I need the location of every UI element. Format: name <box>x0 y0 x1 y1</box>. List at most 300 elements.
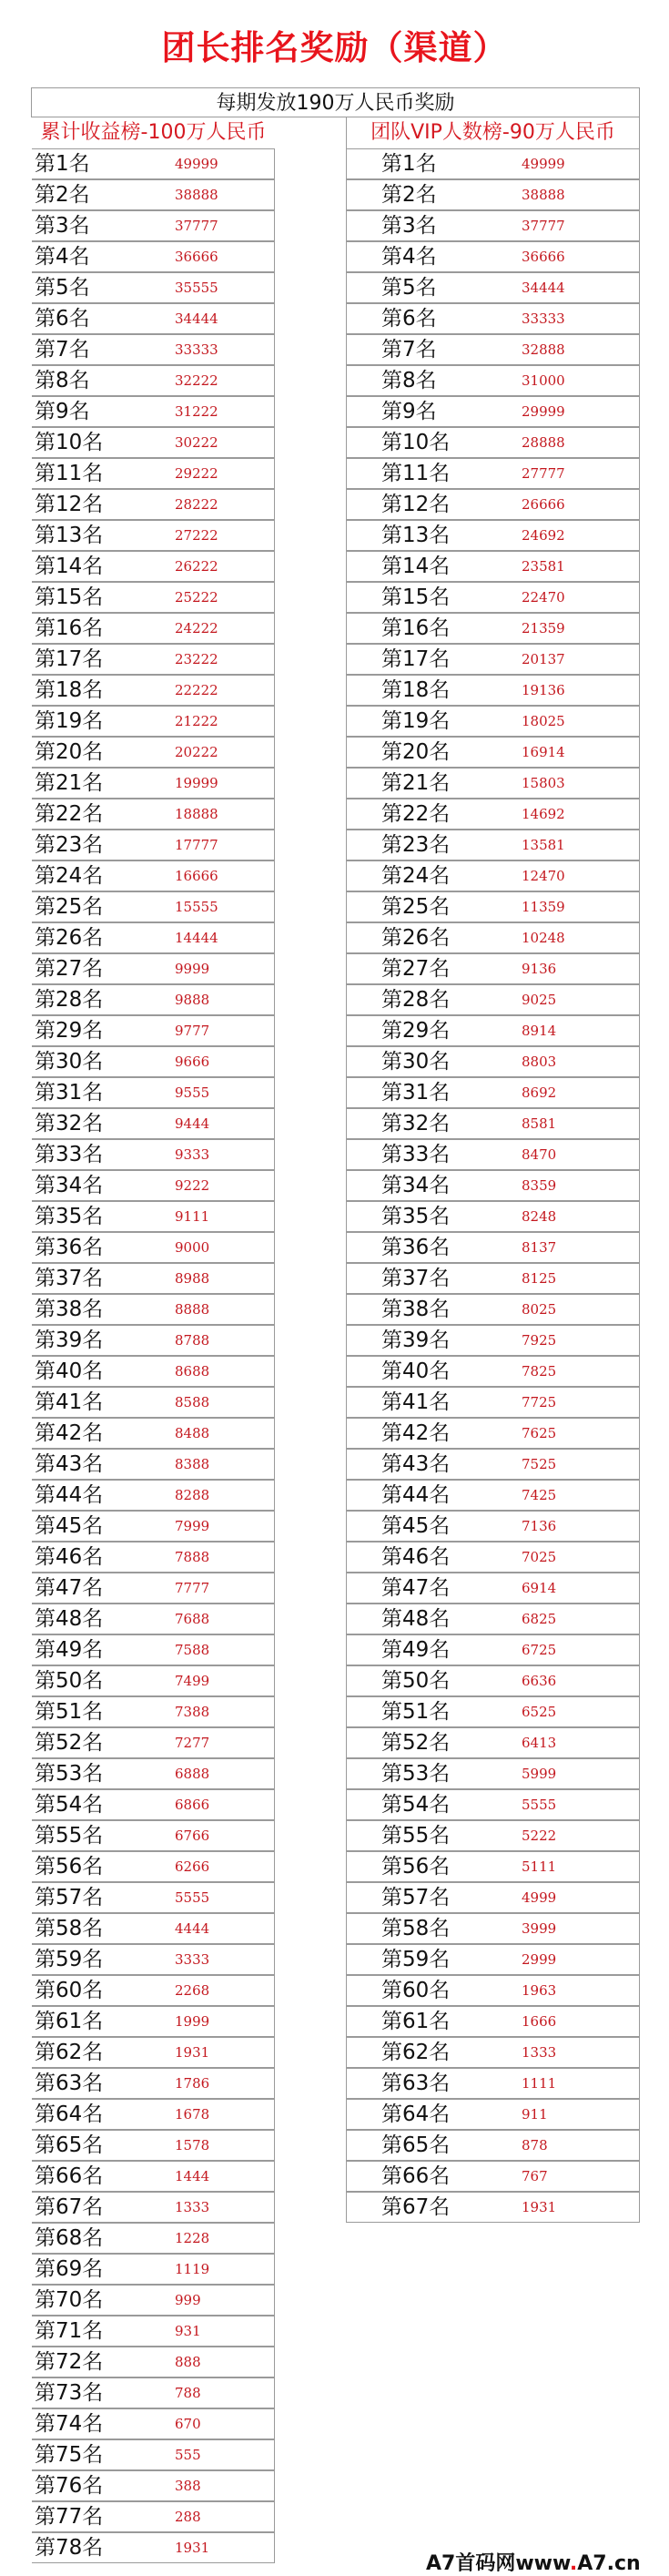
reward-amount: 8359 <box>522 1177 557 1194</box>
table-row <box>346 830 640 860</box>
rank-label: 第49名 <box>381 1638 451 1662</box>
rank-label: 第65名 <box>381 2133 451 2157</box>
table-row <box>32 1542 275 1573</box>
reward-amount: 670 <box>175 2416 201 2432</box>
reward-amount: 8488 <box>175 1425 210 1441</box>
rank-label: 第66名 <box>381 2164 451 2188</box>
table-row <box>346 644 640 675</box>
reward-amount: 9444 <box>175 1115 210 1132</box>
reward-amount: 16914 <box>522 744 565 760</box>
table-row <box>346 984 640 1015</box>
rank-label: 第54名 <box>381 1793 451 1817</box>
rank-label: 第60名 <box>381 1979 451 2002</box>
reward-amount: 8688 <box>175 1363 210 1380</box>
rank-label: 第29名 <box>381 1019 451 1043</box>
rank-label: 第37名 <box>381 1267 451 1290</box>
table-row <box>32 2316 275 2347</box>
reward-amount: 1786 <box>175 2075 210 2092</box>
table-row <box>346 1882 640 1913</box>
rank-label: 第46名 <box>35 1545 104 1569</box>
reward-amount: 7136 <box>522 1518 557 1534</box>
table-row <box>346 2161 640 2192</box>
table-row <box>346 1727 640 1758</box>
table-row <box>32 551 275 582</box>
reward-amount: 8988 <box>175 1270 210 1287</box>
table-row <box>32 1634 275 1665</box>
reward-amount: 18888 <box>175 806 218 822</box>
rank-label: 第35名 <box>381 1205 451 1228</box>
reward-amount: 21222 <box>175 713 218 729</box>
rank-label: 第67名 <box>35 2195 104 2219</box>
rank-label: 第43名 <box>381 1452 451 1476</box>
table-row <box>32 706 275 737</box>
reward-amount: 37777 <box>175 218 218 234</box>
table-row <box>346 1511 640 1542</box>
rank-label: 第59名 <box>35 1948 104 1971</box>
watermark-suffix: A7.cn <box>577 2552 641 2575</box>
rank-label: 第27名 <box>381 957 451 981</box>
reward-amount: 12470 <box>522 868 565 884</box>
reward-amount: 5999 <box>522 1766 557 1782</box>
rank-label: 第64名 <box>381 2103 451 2126</box>
reward-amount: 6636 <box>522 1673 557 1689</box>
rank-label: 第40名 <box>381 1359 451 1383</box>
reward-amount: 27222 <box>175 527 218 544</box>
table-row <box>346 1758 640 1789</box>
table-row <box>32 2223 275 2254</box>
rank-label: 第25名 <box>381 895 451 919</box>
reward-amount: 7888 <box>175 1549 210 1565</box>
reward-amount: 7825 <box>522 1363 557 1380</box>
rank-label: 第65名 <box>35 2133 104 2157</box>
reward-amount: 7625 <box>522 1425 557 1441</box>
table-row <box>346 1851 640 1882</box>
table-row <box>346 1077 640 1108</box>
rank-label: 第35名 <box>35 1205 104 1228</box>
reward-amount: 8025 <box>522 1301 557 1318</box>
reward-amount: 388 <box>175 2478 201 2494</box>
rank-label: 第10名 <box>381 431 451 454</box>
table-row <box>346 179 640 210</box>
rank-label: 第21名 <box>381 771 451 795</box>
table-row <box>346 1944 640 1975</box>
table-row <box>346 1325 640 1356</box>
rank-label: 第71名 <box>35 2319 104 2343</box>
table-row <box>32 1015 275 1046</box>
table-row <box>346 737 640 768</box>
table-row <box>32 953 275 984</box>
table-row <box>32 458 275 489</box>
reward-amount: 1999 <box>175 2013 210 2030</box>
table-row <box>32 1511 275 1542</box>
rank-label: 第6名 <box>381 307 437 331</box>
rank-label: 第7名 <box>381 338 437 361</box>
reward-amount: 7499 <box>175 1673 210 1689</box>
table-row <box>32 427 275 458</box>
table-row <box>346 272 640 303</box>
rank-label: 第5名 <box>381 276 437 300</box>
reward-amount: 7925 <box>522 1332 557 1349</box>
table-row <box>32 1975 275 2006</box>
reward-amount: 3999 <box>522 1920 557 1937</box>
rank-label: 第33名 <box>35 1143 104 1166</box>
table-row <box>346 1418 640 1449</box>
table-row <box>32 1820 275 1851</box>
reward-amount: 911 <box>522 2106 548 2123</box>
watermark-prefix: A7首码网www <box>426 2552 570 2575</box>
table-row <box>32 768 275 799</box>
rank-label: 第47名 <box>381 1576 451 1600</box>
table-row <box>32 272 275 303</box>
table-row <box>346 303 640 334</box>
table-row <box>346 1139 640 1170</box>
reward-amount: 32888 <box>522 341 565 358</box>
reward-amount: 8137 <box>522 1239 557 1256</box>
table-row <box>32 2130 275 2161</box>
reward-amount: 8914 <box>522 1023 557 1039</box>
reward-amount: 2268 <box>175 1982 210 1999</box>
reward-amount: 1333 <box>522 2044 557 2061</box>
ranking-table <box>31 87 640 2560</box>
reward-amount: 30222 <box>175 434 218 451</box>
rank-label: 第43名 <box>35 1452 104 1476</box>
table-row <box>346 1108 640 1139</box>
reward-amount: 6914 <box>522 1580 557 1596</box>
reward-amount: 17777 <box>175 837 218 853</box>
reward-amount: 8288 <box>175 1487 210 1503</box>
table-row <box>346 2006 640 2037</box>
table-row <box>32 1913 275 1944</box>
table-row <box>32 1851 275 1882</box>
page-title: 团长排名奖励（渠道） <box>161 28 508 67</box>
reward-amount: 16666 <box>175 868 218 884</box>
table-row <box>32 2285 275 2316</box>
table-row <box>346 2068 640 2099</box>
rank-label: 第30名 <box>381 1050 451 1074</box>
rank-label: 第69名 <box>35 2257 104 2281</box>
reward-amount: 1931 <box>522 2199 557 2215</box>
table-row <box>32 830 275 860</box>
rank-label: 第56名 <box>381 1855 451 1879</box>
rank-label: 第59名 <box>381 1948 451 1971</box>
rank-label: 第17名 <box>35 647 104 671</box>
rank-label: 第17名 <box>381 647 451 671</box>
reward-amount: 3333 <box>175 1951 210 1968</box>
reward-amount: 20222 <box>175 744 218 760</box>
reward-amount: 9111 <box>175 1208 210 1225</box>
table-row <box>32 2439 275 2470</box>
reward-amount: 878 <box>522 2137 548 2153</box>
table-row <box>32 2470 275 2501</box>
table-row <box>346 1573 640 1604</box>
reward-amount: 21359 <box>522 620 565 636</box>
table-row <box>346 520 640 551</box>
rank-label: 第32名 <box>381 1112 451 1135</box>
rank-label: 第14名 <box>35 555 104 578</box>
rank-label: 第45名 <box>35 1514 104 1538</box>
table-row <box>346 706 640 737</box>
reward-amount: 26222 <box>175 558 218 575</box>
reward-amount: 9222 <box>175 1177 210 1194</box>
rank-label: 第36名 <box>381 1236 451 1259</box>
rank-label: 第3名 <box>381 214 437 238</box>
rank-label: 第53名 <box>35 1762 104 1786</box>
reward-amount: 19136 <box>522 682 565 698</box>
rank-label: 第11名 <box>381 462 451 485</box>
table-row <box>32 520 275 551</box>
rank-label: 第50名 <box>381 1669 451 1693</box>
reward-amount: 767 <box>522 2168 548 2184</box>
reward-amount: 288 <box>175 2509 201 2525</box>
reward-amount: 7525 <box>522 1456 557 1472</box>
table-row <box>346 210 640 241</box>
reward-amount: 19999 <box>175 775 218 791</box>
table-row <box>346 582 640 613</box>
reward-amount: 34444 <box>175 311 218 327</box>
rank-label: 第28名 <box>35 988 104 1012</box>
rank-label: 第16名 <box>381 616 451 640</box>
reward-amount: 32222 <box>175 372 218 389</box>
table-row <box>32 1325 275 1356</box>
reward-amount: 1228 <box>175 2230 210 2246</box>
reward-amount: 1111 <box>522 2075 557 2092</box>
table-row <box>346 334 640 365</box>
rank-label: 第56名 <box>35 1855 104 1879</box>
table-row <box>346 1975 640 2006</box>
table-row <box>32 489 275 520</box>
rank-label: 第47名 <box>35 1576 104 1600</box>
rank-label: 第36名 <box>35 1236 104 1259</box>
table-row <box>32 1944 275 1975</box>
table-row <box>32 2347 275 2377</box>
rank-label: 第76名 <box>35 2474 104 2498</box>
table-row <box>32 1449 275 1480</box>
reward-amount: 999 <box>175 2292 201 2308</box>
rank-label: 第28名 <box>381 988 451 1012</box>
reward-amount: 8125 <box>522 1270 557 1287</box>
reward-amount: 8788 <box>175 1332 210 1349</box>
reward-amount: 9999 <box>175 961 210 977</box>
table-row <box>32 644 275 675</box>
rank-label: 第8名 <box>381 369 437 392</box>
table-row <box>32 1573 275 1604</box>
reward-amount: 7277 <box>175 1735 210 1751</box>
rank-label: 第18名 <box>381 678 451 702</box>
rank-label: 第30名 <box>35 1050 104 1074</box>
table-row <box>346 1356 640 1387</box>
table-row <box>346 2192 640 2223</box>
table-row <box>32 1356 275 1387</box>
rank-label: 第2名 <box>35 183 90 207</box>
table-subtitle: 每期发放190万人民币奖励 <box>32 87 640 117</box>
table-row <box>32 1046 275 1077</box>
reward-amount: 9777 <box>175 1023 210 1039</box>
reward-amount: 31000 <box>522 372 565 389</box>
table-row <box>346 675 640 706</box>
table-row <box>32 2408 275 2439</box>
rank-label: 第44名 <box>35 1483 104 1507</box>
rank-label: 第49名 <box>35 1638 104 1662</box>
table-row <box>32 2037 275 2068</box>
reward-amount: 2999 <box>522 1951 557 1968</box>
rank-label: 第8名 <box>35 369 90 392</box>
rank-label: 第19名 <box>35 709 104 733</box>
reward-amount: 20137 <box>522 651 565 667</box>
table-row <box>346 396 640 427</box>
reward-amount: 6525 <box>522 1704 557 1720</box>
table-row <box>32 1882 275 1913</box>
rank-label: 第54名 <box>35 1793 104 1817</box>
reward-amount: 25222 <box>175 589 218 606</box>
rank-label: 第15名 <box>35 585 104 609</box>
reward-amount: 9136 <box>522 961 557 977</box>
reward-amount: 36666 <box>175 249 218 265</box>
table-row <box>346 427 640 458</box>
reward-amount: 555 <box>175 2447 201 2463</box>
reward-amount: 1678 <box>175 2106 210 2123</box>
table-row <box>32 1758 275 1789</box>
rank-label: 第41名 <box>381 1390 451 1414</box>
reward-amount: 7388 <box>175 1704 210 1720</box>
rank-label: 第5名 <box>35 276 90 300</box>
table-row <box>346 768 640 799</box>
table-row <box>346 241 640 272</box>
reward-amount: 5555 <box>175 1889 210 1906</box>
table-row <box>32 2068 275 2099</box>
rank-label: 第1名 <box>35 152 90 176</box>
rank-label: 第50名 <box>35 1669 104 1693</box>
rank-label: 第51名 <box>35 1700 104 1724</box>
table-row <box>32 1789 275 1820</box>
rank-label: 第16名 <box>35 616 104 640</box>
table-row <box>32 1263 275 1294</box>
reward-amount: 15803 <box>522 775 565 791</box>
table-row <box>32 1201 275 1232</box>
reward-amount: 5111 <box>522 1858 557 1875</box>
table-row <box>346 891 640 922</box>
table-row <box>346 1789 640 1820</box>
table-row <box>346 1201 640 1232</box>
rank-label: 第63名 <box>35 2072 104 2095</box>
reward-amount: 5555 <box>522 1797 557 1813</box>
rank-label: 第12名 <box>35 493 104 516</box>
rank-label: 第62名 <box>35 2041 104 2064</box>
reward-amount: 18025 <box>522 713 565 729</box>
reward-amount: 1119 <box>175 2261 210 2277</box>
rank-label: 第64名 <box>35 2103 104 2126</box>
table-row <box>346 1634 640 1665</box>
table-row <box>32 365 275 396</box>
rank-label: 第1名 <box>381 152 437 176</box>
rank-label: 第26名 <box>35 926 104 950</box>
table-row <box>32 1727 275 1758</box>
table-row <box>346 551 640 582</box>
reward-amount: 10248 <box>522 930 565 946</box>
table-row <box>32 1232 275 1263</box>
reward-amount: 1666 <box>522 2013 557 2030</box>
table-row <box>346 1820 640 1851</box>
table-row <box>32 1108 275 1139</box>
table-row <box>346 1170 640 1201</box>
reward-amount: 1578 <box>175 2137 210 2153</box>
reward-amount: 13581 <box>522 837 565 853</box>
reward-amount: 26666 <box>522 496 565 513</box>
rank-label: 第48名 <box>381 1607 451 1631</box>
rank-label: 第42名 <box>35 1421 104 1445</box>
reward-amount: 788 <box>175 2385 201 2401</box>
rank-label: 第67名 <box>381 2195 451 2219</box>
reward-amount: 6888 <box>175 1766 210 1782</box>
table-row <box>32 891 275 922</box>
reward-amount: 49999 <box>175 156 218 172</box>
table-row <box>32 2006 275 2037</box>
reward-amount: 9555 <box>175 1084 210 1101</box>
rank-label: 第31名 <box>381 1081 451 1105</box>
rank-label: 第41名 <box>35 1390 104 1414</box>
reward-amount: 22222 <box>175 682 218 698</box>
rank-label: 第74名 <box>35 2412 104 2436</box>
rank-label: 第24名 <box>381 864 451 888</box>
table-row <box>32 1294 275 1325</box>
reward-amount: 29222 <box>175 465 218 482</box>
table-row <box>32 582 275 613</box>
table-row <box>32 179 275 210</box>
table-row <box>32 1077 275 1108</box>
table-row <box>32 1480 275 1511</box>
rank-label: 第66名 <box>35 2164 104 2188</box>
rank-label: 第46名 <box>381 1545 451 1569</box>
table-row <box>346 148 640 179</box>
rank-label: 第32名 <box>35 1112 104 1135</box>
rank-label: 第62名 <box>381 2041 451 2064</box>
reward-amount: 7999 <box>175 1518 210 1534</box>
rank-label: 第48名 <box>35 1607 104 1631</box>
table-row <box>32 1604 275 1634</box>
reward-amount: 1444 <box>175 2168 210 2184</box>
table-row <box>346 1449 640 1480</box>
rank-label: 第33名 <box>381 1143 451 1166</box>
table-row <box>32 2099 275 2130</box>
reward-amount: 9000 <box>175 1239 210 1256</box>
rank-label: 第42名 <box>381 1421 451 1445</box>
reward-amount: 1931 <box>175 2540 210 2556</box>
rank-label: 第40名 <box>35 1359 104 1383</box>
rank-label: 第7名 <box>35 338 90 361</box>
watermark-dot: . <box>569 2552 578 2575</box>
rank-label: 第52名 <box>35 1731 104 1755</box>
table-row <box>346 1015 640 1046</box>
reward-amount: 7688 <box>175 1611 210 1627</box>
reward-amount: 33333 <box>175 341 218 358</box>
table-row <box>32 334 275 365</box>
rank-label: 第13名 <box>35 524 104 547</box>
table-row <box>32 210 275 241</box>
rank-label: 第51名 <box>381 1700 451 1724</box>
rank-label: 第25名 <box>35 895 104 919</box>
rank-label: 第60名 <box>35 1979 104 2002</box>
rank-label: 第77名 <box>35 2505 104 2529</box>
rank-label: 第58名 <box>381 1917 451 1940</box>
reward-amount: 1333 <box>175 2199 210 2215</box>
reward-amount: 28222 <box>175 496 218 513</box>
reward-amount: 11359 <box>522 899 565 915</box>
reward-amount: 8470 <box>522 1146 557 1163</box>
rank-label: 第18名 <box>35 678 104 702</box>
table-row <box>32 799 275 830</box>
table-row <box>32 1665 275 1696</box>
rank-label: 第34名 <box>381 1174 451 1197</box>
table-row <box>32 2254 275 2285</box>
